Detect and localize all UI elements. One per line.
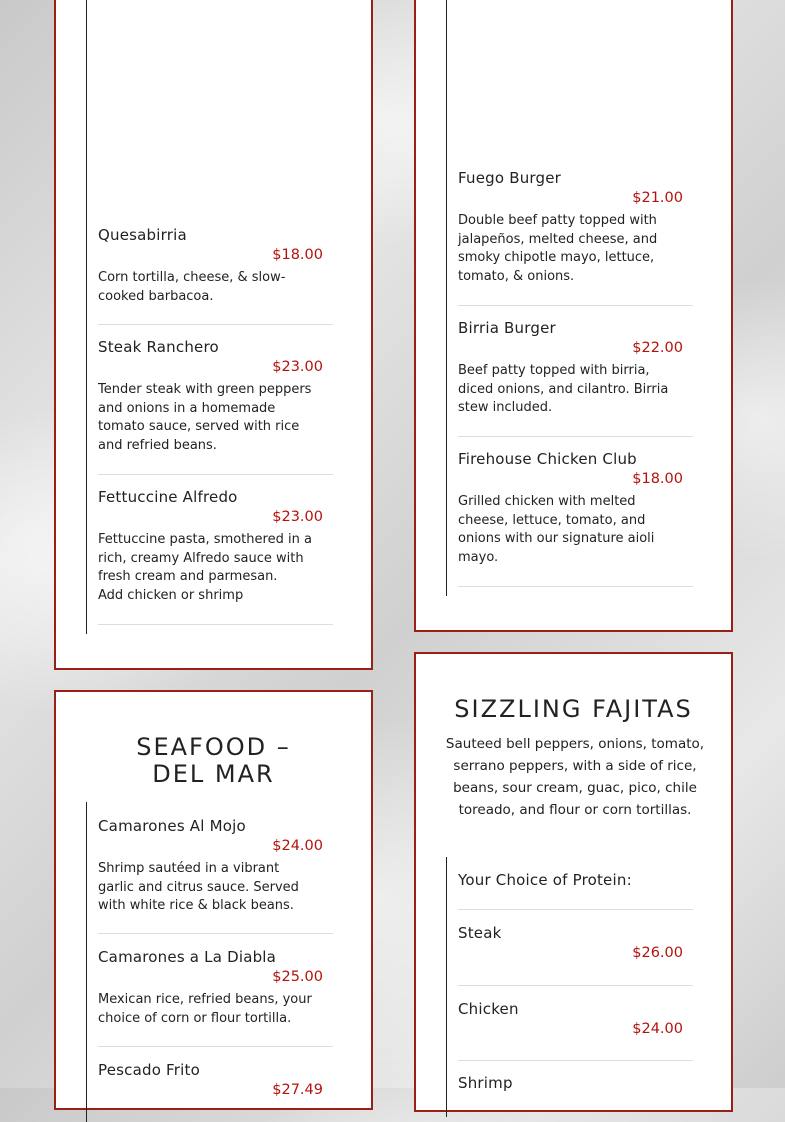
menu-item xyxy=(458,1000,693,1037)
protein-choice-label xyxy=(458,871,693,889)
item-name: Firehouse Chicken Club xyxy=(458,450,637,468)
item-name: Camarones a La Diabla xyxy=(98,948,277,966)
item-description: Mexican rice, refried beans, your choice of corn or flour tortilla. xyxy=(98,992,312,1026)
item-price: $24.00 xyxy=(272,838,323,854)
item-separator xyxy=(98,1046,333,1047)
item-separator xyxy=(458,985,693,986)
item-name: Fuego Burger xyxy=(458,169,562,187)
item-name: Shrimp xyxy=(458,1074,513,1092)
item-description: Shrimp sautéed in a vibrant garlic and citrus sauce. Served with white rice & black beans. xyxy=(98,861,299,914)
item-price: $25.00 xyxy=(272,969,323,985)
item-name: Your Choice of Protein: xyxy=(458,871,632,889)
section-title: SEAFOOD – DEL MAR xyxy=(136,733,291,788)
item-name: Birria Burger xyxy=(458,319,556,337)
menu-card-mains xyxy=(54,0,373,670)
menu-card-fajitas xyxy=(414,652,733,1112)
item-price: $24.00 xyxy=(632,1021,683,1037)
menu-item xyxy=(458,924,693,961)
item-separator xyxy=(98,474,333,475)
item-description: Double beef patty topped with jalapeños, melted cheese, and smoky chipotle mayo, lettuce, tomato, & onions. xyxy=(458,213,658,285)
section-divider-line xyxy=(86,802,87,1122)
item-price: $18.00 xyxy=(632,471,683,487)
item-separator xyxy=(458,909,693,910)
menu-card-burgers xyxy=(414,0,733,632)
section-divider-line xyxy=(446,857,447,1117)
item-separator xyxy=(98,933,333,934)
item-name: Pescado Frito xyxy=(98,1061,200,1079)
section-divider-line xyxy=(446,0,447,596)
menu-item xyxy=(98,817,333,916)
item-separator xyxy=(458,1060,693,1061)
menu-card-seafood xyxy=(54,690,373,1110)
item-name: Steak Ranchero xyxy=(98,338,219,356)
section-divider-line xyxy=(86,0,87,634)
item-price: $22.00 xyxy=(632,340,683,356)
section-title: SIZZLING FAJITAS xyxy=(454,695,693,723)
item-separator xyxy=(458,305,693,306)
item-price: $27.49 xyxy=(272,1082,323,1098)
item-separator xyxy=(98,624,333,625)
menu-item xyxy=(98,1061,333,1098)
item-separator xyxy=(98,324,333,325)
item-name: Steak xyxy=(458,924,502,942)
item-name: Fettuccine Alfredo xyxy=(98,488,238,506)
item-addon-note: Add chicken or shrimp xyxy=(98,588,244,604)
menu-item xyxy=(458,169,693,287)
item-description: Grilled chicken with melted cheese, lettuce, tomato, and onions with our signature aioli mayo. xyxy=(458,494,655,566)
item-description: Corn tortilla, cheese, & slow-cooked barbacoa. xyxy=(98,270,286,304)
menu-item xyxy=(458,319,693,418)
item-price: $26.00 xyxy=(632,945,683,961)
menu-item xyxy=(98,226,333,306)
menu-item xyxy=(458,450,693,568)
item-description: Beef patty topped with birria, diced onions, and cilantro. Birria stew included. xyxy=(458,363,669,416)
item-separator xyxy=(458,436,693,437)
item-name: Quesabirria xyxy=(98,226,187,244)
item-name: Chicken xyxy=(458,1000,519,1018)
item-description: Fettuccine pasta, smothered in a rich, creamy Alfredo sauce with fresh cream and parmesan. xyxy=(98,532,312,585)
menu-item xyxy=(98,488,333,606)
menu-item xyxy=(458,1074,693,1092)
menu-item xyxy=(98,338,333,456)
item-price: $21.00 xyxy=(632,190,683,206)
menu-item xyxy=(98,948,333,1028)
item-price: $23.00 xyxy=(272,359,323,375)
item-separator xyxy=(458,586,693,587)
item-description: Tender steak with green peppers and onions in a homemade tomato sauce, served with rice and refried beans. xyxy=(98,382,312,454)
item-price: $18.00 xyxy=(272,247,323,263)
item-name: Camarones Al Mojo xyxy=(98,817,246,835)
section-description: Sauteed bell peppers, onions, tomato, serrano peppers, with a side of rice, beans, sour cream, guac, pico, chile toreado, and flour or corn tortillas. xyxy=(445,736,705,818)
item-price: $23.00 xyxy=(272,509,323,525)
